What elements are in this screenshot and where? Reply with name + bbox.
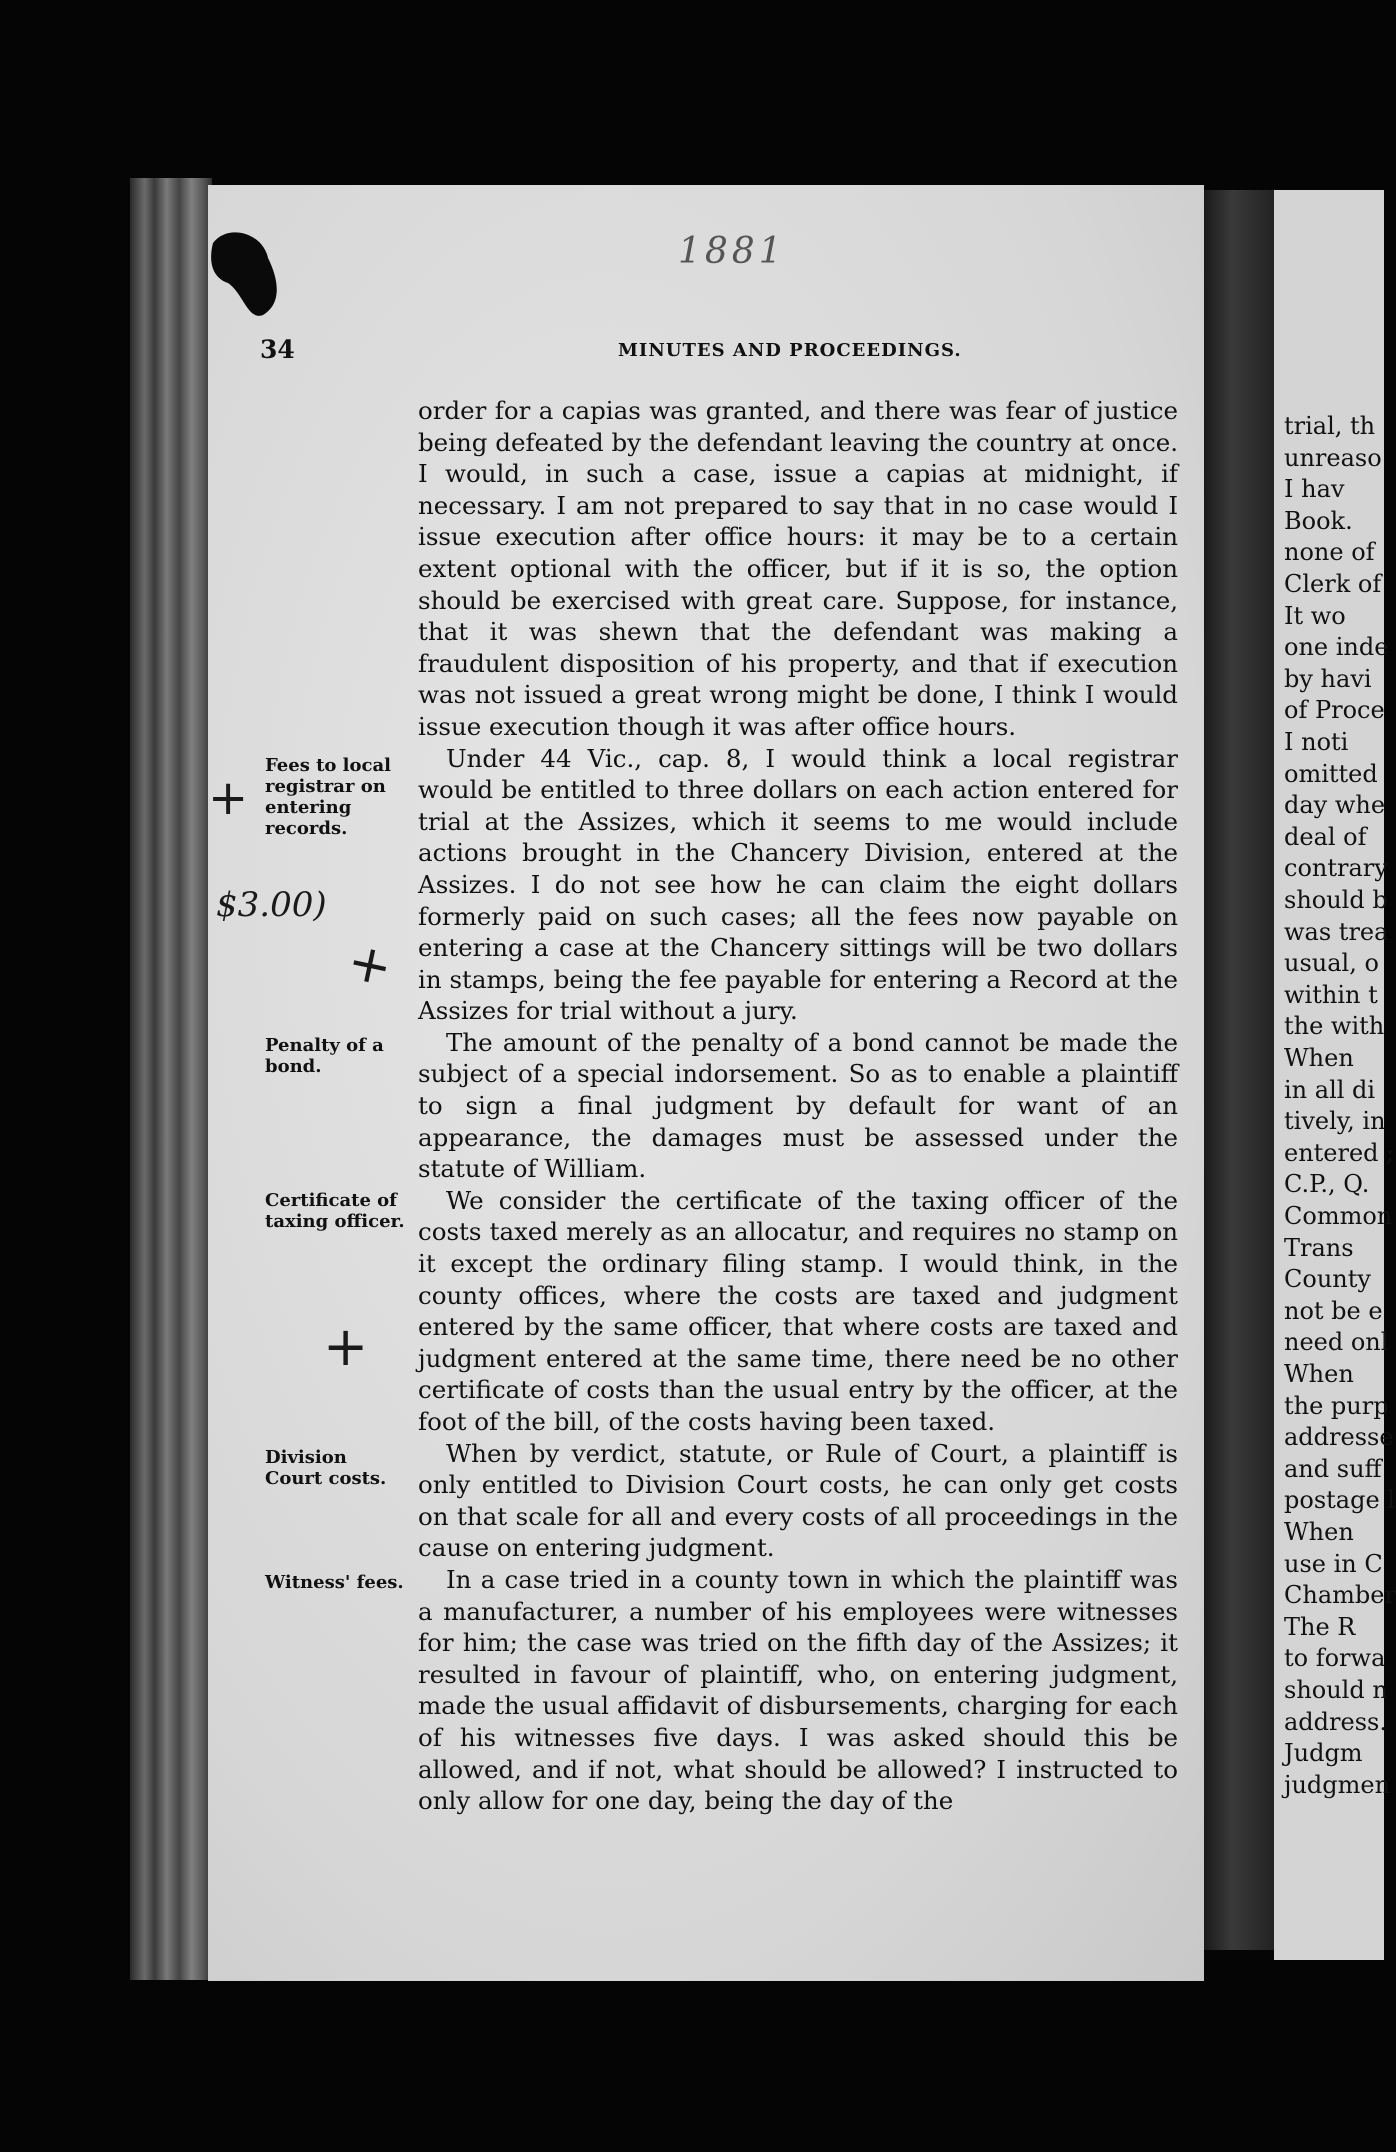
book-gutter	[1204, 190, 1274, 1950]
facing-page-line: It wo	[1284, 601, 1346, 630]
handwritten-cross: +	[208, 770, 249, 826]
paragraph: When by verdict, statute, or Rule of Court, a plaintiff is only entitled to Division Court costs, he can only get costs on that scale for all and every costs of all proceedings in the cause on entering judgment.	[418, 1438, 1178, 1563]
facing-page-line: Book.	[1284, 506, 1353, 535]
facing-page-line: to forwa	[1284, 1644, 1386, 1673]
facing-page-line: County	[1284, 1265, 1371, 1294]
facing-page-line: the purp	[1284, 1391, 1389, 1420]
facing-page-line: Judgm	[1284, 1739, 1363, 1768]
facing-page-line: was trea	[1284, 917, 1389, 946]
facing-page-line: none of	[1284, 538, 1375, 567]
paragraph: We consider the certificate of the taxing officer of the costs taxed merely as an allocatur, and requires no stamp on it except the ordinary filing stamp. I would think, in the county offices, where the costs are taxed and judgment entered by the same officer, that where costs are taxed and judgment entered at the same time, there need be no other certificate of costs than the usual entry by the officer, at the foot of the bill, of the costs having been taxed.	[418, 1185, 1178, 1436]
margin-note-fees: Fees to local registrar on entering records.	[265, 755, 391, 839]
facing-page-line: When	[1284, 1360, 1354, 1388]
running-head: MINUTES AND PROCEEDINGS.	[618, 340, 962, 361]
facing-page-line: unreaso	[1284, 443, 1382, 472]
facing-page-line: not be e	[1284, 1296, 1383, 1325]
facing-page-line: the with	[1284, 1012, 1385, 1041]
handwritten-amount: $3.00)	[216, 885, 327, 925]
facing-page-line: Trans	[1284, 1233, 1354, 1262]
facing-page	[1274, 190, 1396, 1960]
page-number: 34	[260, 335, 295, 364]
margin-note-certificate: Certificate of taxing officer.	[265, 1190, 405, 1232]
paragraph: In a case tried in a county town in which the plaintiff was a manufacturer, a number of his employees were witnesses for him; the case was tried on the fifth day of the Assizes; it resulted in favour of plaintiff, who, on entering judgment, made the usual affidavit of disbursements, charging for each of his witnesses five days. I was asked should this be allowed, and if not, what should be allowed? I instructed to only allow for one day, being the day of the	[418, 1564, 1178, 1816]
facing-page-line: When	[1284, 1044, 1354, 1072]
facing-page-line: contrary	[1284, 854, 1388, 883]
facing-page-line: day whe	[1284, 791, 1386, 820]
handwritten-cross: +	[323, 1315, 369, 1378]
facing-page-line: use in C	[1284, 1549, 1383, 1578]
facing-page-line: should b	[1284, 886, 1388, 914]
facing-page-line: judgmen	[1284, 1770, 1391, 1799]
document-page	[208, 185, 1204, 1981]
paragraph: The amount of the penalty of a bond cannot be made the subject of a special indorsement. So as to enable a plaintiff to sign a final judgment by default for want of an appearance, the damages must be assessed under the statute of William.	[418, 1027, 1178, 1184]
paragraph: Under 44 Vic., cap. 8, I would think a local registrar would be entitled to three dollars on each action entered for trial at the Assizes, which it seems to me would include actions brought in the Chancery Division, entered at the Assizes. I do not see how he can claim the eight dollars formerly paid on such cases; all the fees now payable on entering a case at the Chancery sittings will be two dollars in stamps, being the fee payable for entering a Record at the Assizes for trial without a jury.	[418, 743, 1178, 1026]
facing-page-line: I hav	[1284, 475, 1345, 504]
facing-page-line: usual, o	[1284, 949, 1379, 978]
margin-note-witness: Witness' fees.	[265, 1572, 404, 1593]
facing-page-line: address.	[1284, 1707, 1387, 1736]
facing-page-line: C.P., Q.	[1284, 1170, 1370, 1199]
book-edge	[130, 178, 212, 1980]
facing-page-line: Clerk of	[1284, 570, 1382, 598]
facing-page-line: Common	[1284, 1202, 1393, 1230]
facing-page-line: need onl	[1284, 1328, 1389, 1357]
handwritten-year: 1881	[678, 231, 786, 272]
facing-page-line: The R	[1284, 1612, 1356, 1641]
facing-page-line: omitted	[1284, 759, 1378, 788]
facing-page-line: When	[1284, 1518, 1354, 1546]
facing-page-line: deal of	[1284, 822, 1367, 851]
facing-page-line: entered ;	[1284, 1138, 1395, 1167]
facing-page-line: within t	[1284, 980, 1378, 1009]
facing-page-line: should n	[1284, 1676, 1388, 1704]
facing-page-line: addresse	[1284, 1423, 1394, 1452]
handwritten-cross: +	[342, 931, 398, 999]
facing-page-line: tively, in	[1284, 1107, 1386, 1136]
paragraph: order for a capias was granted, and there was fear of justice being defeated by the defendant leaving the country at once. I would, in such a case, issue a capias at midnight, if necessary. I am not prepared to say that in no case would I issue execution after office hours: it may be to a certain extent optional with the officer, but if it is so, the option should be exercised with great care. Suppose, for instance, that it was shewn that the defendant was making a fraudulent disposition of his property, and that if execution was not issued a great wrong might be done, I think I would issue execution though it was after office hours.	[418, 396, 1178, 741]
body-text	[418, 395, 1178, 1817]
facing-page-line: by havi	[1284, 664, 1372, 693]
facing-page-line: postage l	[1284, 1486, 1395, 1515]
facing-page-line: in all di	[1284, 1075, 1376, 1104]
facing-page-line: of Proce	[1284, 696, 1385, 725]
facing-page-line: I noti	[1284, 728, 1349, 756]
margin-note-penalty: Penalty of a bond.	[265, 1035, 384, 1077]
facing-page-line: and suff	[1284, 1454, 1382, 1483]
facing-page-line: one inde	[1284, 633, 1389, 662]
ink-blot-mark	[208, 223, 288, 323]
margin-note-division: Division Court costs.	[265, 1447, 387, 1489]
facing-page-line: Chamber	[1284, 1581, 1396, 1610]
facing-page-line: trial, th	[1284, 412, 1376, 440]
